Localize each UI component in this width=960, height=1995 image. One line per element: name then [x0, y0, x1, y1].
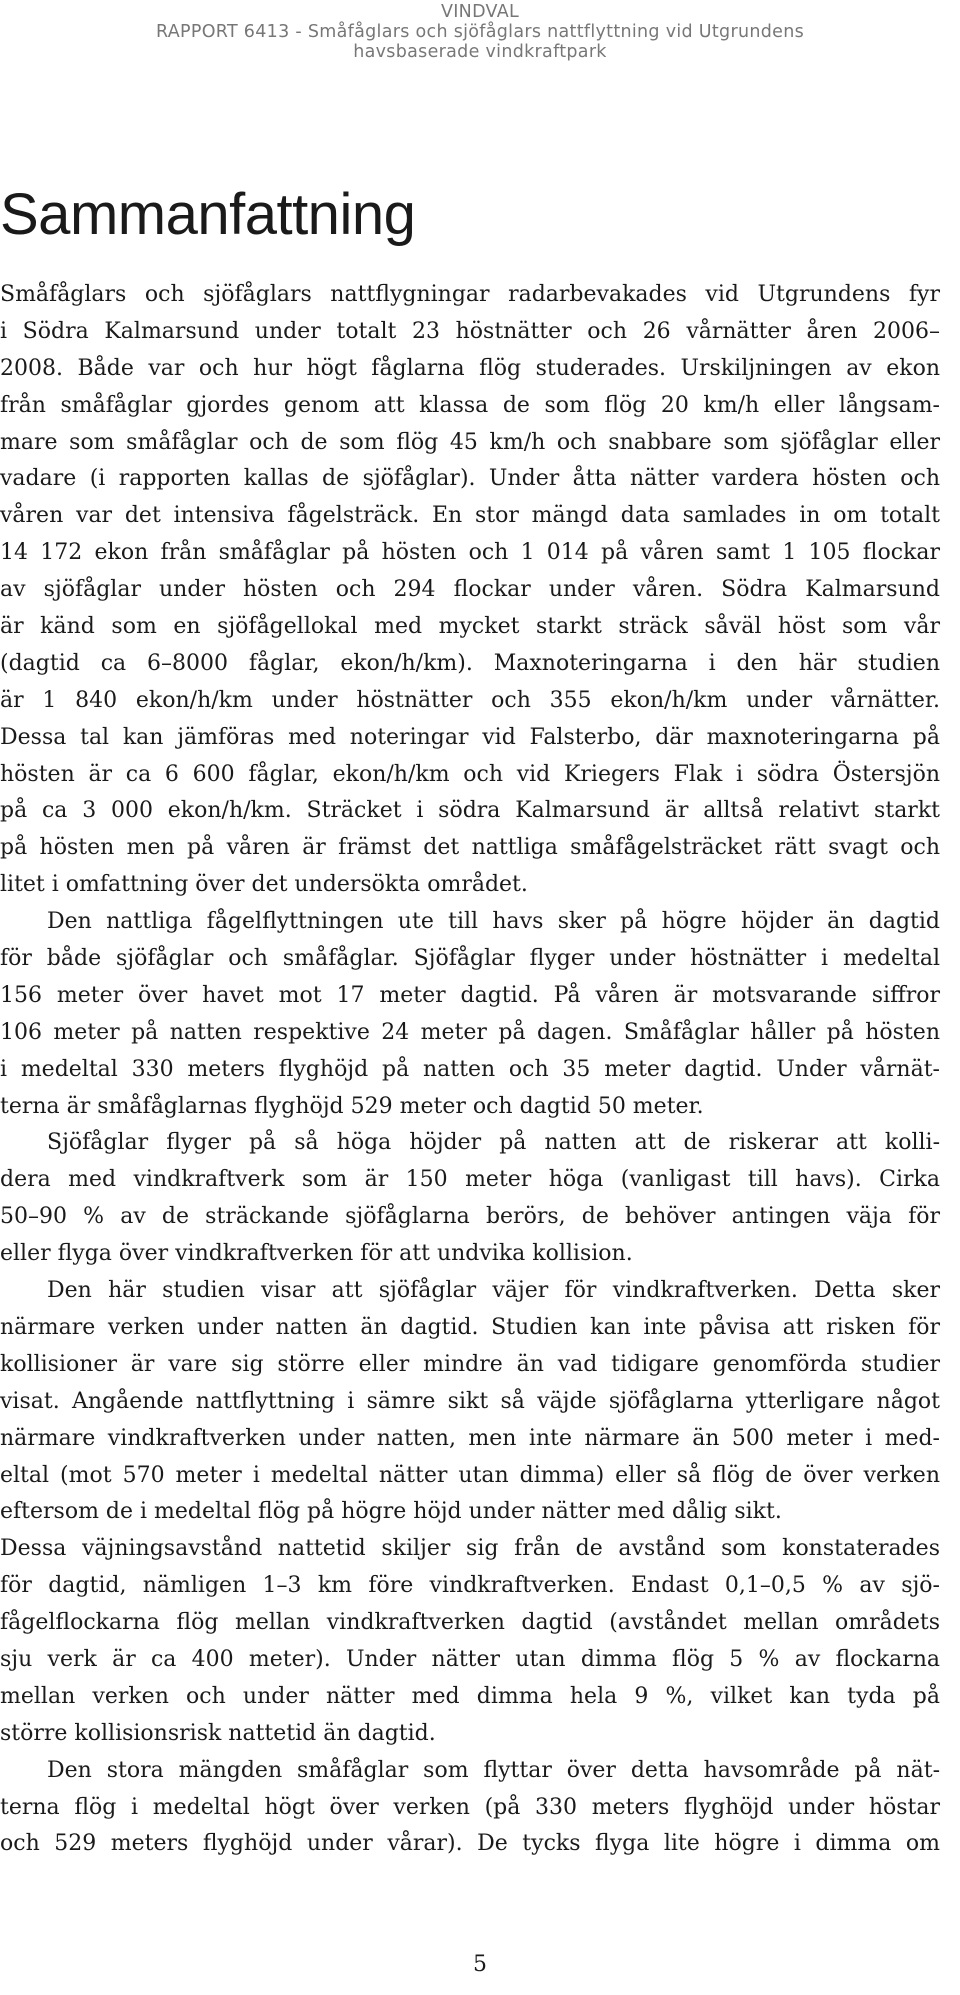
text-line: Den nattliga fågelflyttningen ute till havs sker på högre höjder än dagtid — [47, 909, 940, 935]
text-line: är 1 840 ekon/h/km under höstnätter och 355 ekon/h/km under vårnätter. — [0, 687, 940, 713]
text-line: Den här studien visar att sjöfåglar väjer för vindkraftverken. Detta sker — [47, 1278, 940, 1304]
text-line: i medeltal 330 meters flyghöjd på natten och 35 meter dagtid. Under vårnät- — [0, 1056, 940, 1082]
text-line: i Södra Kalmarsund under totalt 23 höstnätter och 26 vårnätter åren 2006– — [0, 318, 940, 344]
header-report-line-2: havsbaserade vindkraftpark — [353, 42, 607, 62]
text-line: Småfåglars och sjöfåglars nattflygningar radarbevakades vid Utgrundens fyr — [0, 282, 940, 307]
summary-body — [0, 277, 960, 1863]
text-line: närmare verken under natten än dagtid. Studien kan inte påvisa att risken för — [0, 1314, 940, 1340]
text-line: större kollisionsrisk nattetid än dagtid. — [0, 1720, 436, 1746]
text-line: Dessa tal kan jämföras med noteringar vid Falsterbo, där maxnoteringarna på — [0, 724, 940, 750]
text-line: visat. Angående nattflyttning i sämre sikt så väjde sjöfåglarna ytterligare något — [0, 1388, 940, 1414]
text-line: (dagtid ca 6–8000 fåglar, ekon/h/km). Maxnoteringarna i den här studien — [0, 650, 940, 676]
text-line: från småfåglar gjordes genom att klassa de som flög 20 km/h eller långsam- — [0, 392, 940, 418]
text-line: dera med vindkraftverk som är 150 meter höga (vanligast till havs). Cirka — [0, 1167, 940, 1193]
text-line: eller flyga över vindkraftverken för att undvika kollision. — [0, 1241, 633, 1267]
text-line: 2008. Både var och hur högt fåglarna flög studerades. Urskiljningen av ekon — [0, 355, 940, 381]
text-line: eftersom de i medeltal flög på högre höjd under nätter med dålig sikt. — [0, 1499, 782, 1525]
text-line: närmare vindkraftverken under natten, men inte närmare än 500 meter i med- — [0, 1425, 940, 1451]
text-line: kollisioner är vare sig större eller mindre än vad tidigare genomförda studier — [0, 1351, 940, 1377]
text-line: av sjöfåglar under hösten och 294 flockar under våren. Södra Kalmarsund — [0, 577, 940, 603]
text-line: 156 meter över havet mot 17 meter dagtid. På våren är motsvarande siffror — [0, 982, 940, 1008]
header-series: VINDVAL — [440, 2, 520, 22]
page-title: Sammanfattning — [0, 182, 416, 247]
text-line: hösten är ca 6 600 fåglar, ekon/h/km och vid Kriegers Flak i södra Östersjön — [0, 761, 940, 787]
text-line: för dagtid, nämligen 1–3 km före vindkraftverken. Endast 0,1–0,5 % av sjö- — [0, 1573, 940, 1599]
text-line: på ca 3 000 ekon/h/km. Sträcket i södra Kalmarsund är alltså relativt starkt — [0, 798, 940, 824]
text-line: 106 meter på natten respektive 24 meter på dagen. Småfåglar håller på hösten — [0, 1019, 940, 1045]
text-line: våren var det intensiva fågelsträck. En stor mängd data samlades in om totalt — [0, 503, 940, 529]
running-header — [0, 2, 960, 62]
page-number: 5 — [473, 1952, 487, 1977]
text-line: fågelflockarna flög mellan vindkraftverken dagtid (avståndet mellan områdets — [0, 1610, 940, 1636]
text-line: mellan verken och under nätter med dimma hela 9 %, vilket kan tyda på — [0, 1683, 940, 1709]
text-line: och 529 meters flyghöjd under vårar). De tycks flyga lite högre i dimma om — [0, 1831, 940, 1857]
header-report-line-1: RAPPORT 6413 - Småfåglars och sjöfåglars nattflyttning vid Utgrundens — [155, 22, 805, 42]
text-line: Sjöfåglar flyger på så höga höjder på natten att de riskerar att kolli- — [47, 1130, 940, 1156]
text-line: vadare (i rapporten kallas de sjöfåglar). Under åtta nätter vardera hösten och — [0, 466, 940, 492]
text-line: är känd som en sjöfågellokal med mycket starkt sträck såväl höst som vår — [0, 614, 940, 640]
text-line: 50–90 % av de sträckande sjöfåglarna berörs, de behöver antingen väja för — [0, 1204, 940, 1230]
text-line: sju verk är ca 400 meter). Under nätter utan dimma flög 5 % av flockarna — [0, 1646, 940, 1672]
text-line: Den stora mängden småfåglar som flyttar över detta havsområde på nät- — [47, 1757, 940, 1783]
text-line: eltal (mot 570 meter i medeltal nätter utan dimma) eller så flög de över verken — [0, 1462, 940, 1488]
text-line: för både sjöfåglar och småfåglar. Sjöfåglar flyger under höstnätter i medeltal — [0, 946, 940, 972]
text-line: terna är småfåglarnas flyghöjd 529 meter och dagtid 50 meter. — [0, 1093, 704, 1119]
text-line: terna flög i medeltal högt över verken (på 330 meters flyghöjd under höstar — [0, 1794, 940, 1820]
text-line: mare som småfåglar och de som flög 45 km/h och snabbare som sjöfåglar eller — [0, 429, 940, 455]
text-line: litet i omfattning över det undersökta området. — [0, 872, 528, 898]
text-line: på hösten men på våren är främst det nattliga småfågelsträcket rätt svagt och — [0, 835, 940, 861]
text-line: Dessa väjningsavstånd nattetid skiljer sig från de avstånd som konstaterades — [0, 1536, 940, 1562]
text-line: 14 172 ekon från småfåglar på hösten och 1 014 på våren samt 1 105 flockar — [0, 540, 940, 566]
